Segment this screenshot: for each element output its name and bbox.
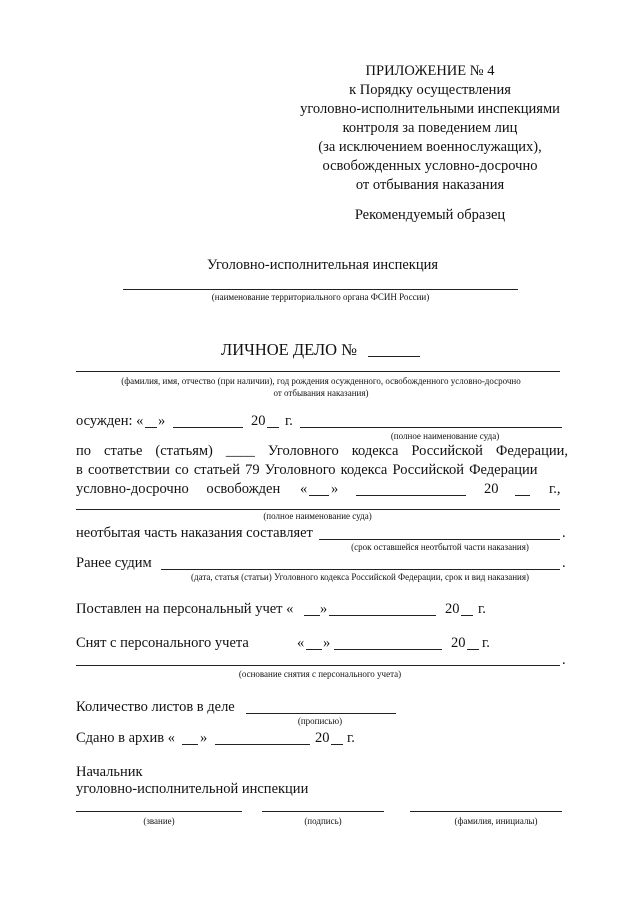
previous-caption: (дата, статья (статьи) Уголовного кодекса Российской Федерации, срок и вид наказания)	[191, 572, 529, 582]
article-release-label: условно-досрочно освобожден	[76, 481, 281, 497]
article-quote-open: «	[300, 481, 308, 497]
sheets-label: Количество листов в деле	[76, 699, 235, 715]
convicted-day-line	[145, 427, 157, 428]
unserved-line	[319, 539, 560, 540]
unserved-label: неотбытая часть наказания составляет	[76, 525, 313, 541]
article-word: по	[76, 443, 92, 459]
person-caption-1: (фамилия, имя, отчество (при наличии), год рождения осужденного, освобожденного условно-досрочно	[121, 376, 521, 386]
name-line	[410, 811, 562, 812]
name-caption: (фамилия, инициалы)	[454, 816, 538, 826]
rank-caption: (звание)	[143, 816, 175, 826]
article-blank: ____	[225, 443, 255, 459]
article-line-1	[76, 444, 568, 459]
sample-note: Рекомендуемый образец	[354, 207, 506, 223]
case-number-line	[368, 356, 420, 357]
previous-label: Ранее судим	[76, 555, 152, 571]
registered-quote-close: »	[320, 601, 328, 617]
archive-year-line	[331, 744, 343, 745]
removed-reason-line	[76, 665, 560, 666]
article-quote-close: »	[331, 481, 339, 497]
article-word: Уголовного	[267, 443, 339, 459]
signature-caption: (подпись)	[304, 816, 342, 826]
removed-label: Снят с персонального учета	[76, 635, 249, 651]
inspection-line	[123, 289, 518, 290]
archive-day-line	[182, 744, 198, 745]
article-court-caption: (полное наименование суда)	[263, 511, 372, 521]
header-line-2: к Порядку осуществления	[349, 82, 511, 98]
removed-quote-close: »	[323, 635, 331, 651]
chief-title-1: Начальник	[76, 764, 143, 780]
convicted-court-line	[300, 427, 562, 428]
previous-line	[161, 569, 560, 570]
removed-caption: (основание снятия с персонального учета)	[238, 669, 402, 679]
article-word: Федерации,	[495, 443, 568, 459]
article-g: г.,	[549, 481, 561, 497]
registered-g: г.	[478, 601, 486, 617]
header-line-3: уголовно-исполнительными инспекциями	[300, 101, 560, 117]
removed-day-line	[306, 649, 322, 650]
header-line-1: ПРИЛОЖЕНИЕ № 4	[365, 63, 495, 79]
sheets-line	[246, 713, 396, 714]
removed-quote-open: «	[297, 635, 305, 651]
removed-dot: .	[562, 652, 566, 668]
article-word: статье	[104, 443, 143, 459]
header-line-6: освобожденных условно-досрочно	[322, 158, 538, 174]
convicted-g: г.	[285, 413, 293, 429]
article-word: кодекса	[351, 443, 399, 459]
archive-month-line	[215, 744, 310, 745]
convicted-label: осужден: «	[76, 413, 144, 429]
case-title: ЛИЧНОЕ ДЕЛО №	[221, 340, 357, 359]
unserved-caption: (срок оставшейся неотбытой части наказания)	[351, 542, 529, 552]
removed-year-line	[467, 649, 479, 650]
convicted-month-line	[173, 427, 243, 428]
header-line-5: (за исключением военнослужащих),	[318, 139, 542, 155]
registered-day-line	[304, 615, 320, 616]
article-line-2: в соответствии со статьей 79 Уголовного кодекса Российской Федерации	[76, 462, 538, 478]
inspection-name: Уголовно-исполнительная инспекция	[206, 257, 439, 273]
convicted-court-caption: (полное наименование суда)	[390, 431, 500, 441]
unserved-dot: .	[562, 525, 566, 541]
header-line-4: контроля за поведением лиц	[342, 120, 518, 136]
registered-label: Поставлен на персональный учет «	[76, 601, 294, 617]
registered-month-line	[329, 615, 436, 616]
sheets-caption: (прописью)	[297, 716, 343, 726]
article-month-line	[356, 495, 466, 496]
article-year-line	[515, 495, 530, 496]
article-word: (статьям)	[155, 443, 213, 459]
convicted-year: 20	[251, 413, 266, 429]
person-caption-2: от отбывания наказания)	[273, 388, 369, 398]
archive-g: г.	[347, 730, 355, 746]
convicted-year-line	[267, 427, 279, 428]
removed-g: г.	[482, 635, 490, 651]
registered-year: 20	[445, 601, 460, 617]
removed-month-line	[334, 649, 442, 650]
registered-year-line	[461, 615, 473, 616]
archive-quote-close: »	[200, 730, 208, 746]
removed-year: 20	[451, 635, 466, 651]
convicted-quote-close: »	[158, 413, 166, 429]
person-line	[76, 371, 560, 372]
archive-label: Сдано в архив «	[76, 730, 176, 746]
chief-title-2: уголовно-исполнительной инспекции	[76, 781, 309, 797]
previous-dot: .	[562, 555, 566, 571]
article-court-line	[76, 509, 560, 510]
article-year: 20	[484, 481, 499, 497]
rank-line	[76, 811, 242, 812]
inspection-caption: (наименование территориального органа ФСИН России)	[211, 292, 430, 302]
archive-year: 20	[315, 730, 330, 746]
header-line-7: от отбывания наказания	[355, 177, 505, 193]
article-word: Российской	[411, 443, 483, 459]
article-day-line	[309, 495, 329, 496]
signature-line	[262, 811, 384, 812]
